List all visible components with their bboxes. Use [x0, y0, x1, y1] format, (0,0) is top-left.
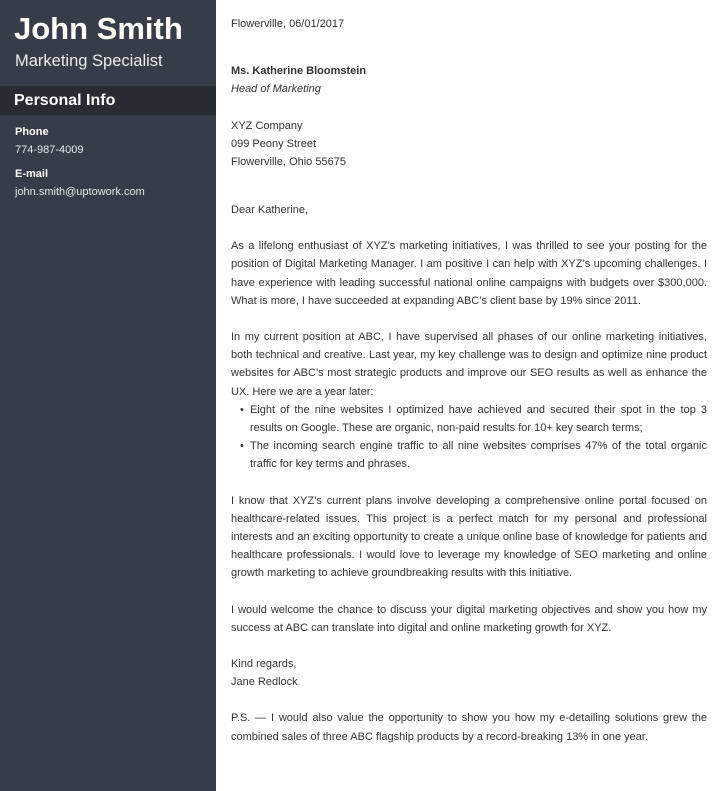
- greeting: Dear Katherine,: [231, 204, 309, 216]
- phone-value: 774-987-4009: [15, 144, 84, 156]
- personal-info-title: Personal Info: [14, 92, 116, 109]
- list-item: • Eight of the nine websites I optimized have achieved and secured their spot in the top 3 results on Google. These are organic, non-paid results for 10+ key search terms;: [240, 403, 707, 435]
- recipient-role: Head of Marketing: [231, 83, 321, 96]
- address-line: 099 Peony Street: [231, 138, 317, 151]
- address-line: XYZ Company: [231, 120, 303, 132]
- paragraph-intro: As a lifelong enthusiast of XYZ’s marketing initiatives, I was thrilled to see your posting for the position of Digital Marketing Manager. I am positive I can help with XYZ’s upcoming challenges. I have experience with leading successful national online campaigns with budgets over $300,000. What is more, I have succeeded at expanding ABC’s client base by 19% since 2011.: [231, 240, 707, 307]
- sidebar: [0, 0, 216, 791]
- email-value: john.smith@uptowork.com: [15, 186, 145, 198]
- date-line: Flowerville, 06/01/2017: [231, 18, 345, 30]
- list-item-text: The incoming search engine traffic to all nine websites comprises 47% of the total organic traffic for key terms and phrases.: [250, 440, 707, 471]
- address-block: [231, 117, 346, 172]
- recipient-block: [231, 62, 366, 98]
- recipient-name: Ms. Katherine Bloomstein: [231, 65, 367, 77]
- letter-body: [231, 201, 707, 746]
- paragraph-call-to-action: I would welcome the chance to discuss your digital marketing objectives and show you how my success at ABC can translate into digital and online marketing growth for XYZ.: [231, 603, 707, 634]
- achievements-list: [231, 401, 707, 474]
- phone-label: Phone: [15, 126, 49, 138]
- paragraph-motivation: I know that XYZ’s current plans involve developing a comprehensive online portal focused on healthcare-related issues. This project is a perfect match for my personal and professional interests and an exciting opportunity to create a unique online base of knowledge for patients and healthcare professionals. I would love to leverage my knowledge of SEO marketing and online growth marketing to achieve groundbreaking results with this initiative.: [231, 494, 707, 580]
- paragraph-experience: In my current position at ABC, I have supervised all phases of our online marketing initiatives, both technical and creative. Last year, my key challenge was to design and optimize nine product websites for ABC’s most strategic products and improve our SEO results as well as enhance the UX. Here we are a year later:: [231, 331, 707, 398]
- personal-info-header: [0, 86, 216, 115]
- list-item: • The incoming search engine traffic to all nine websites comprises 47% of the total organic traffic for key terms and phrases.: [240, 440, 707, 471]
- applicant-title: Marketing Specialist: [15, 52, 163, 70]
- postscript: P.S. — I would also value the opportunity to show you how my e-detailing solutions grew the combined sales of three ABC flagship products by a record-breaking 13% in one year.: [231, 712, 707, 743]
- closing: Kind regards,: [231, 658, 297, 671]
- email-label: E-mail: [15, 168, 49, 180]
- list-item-text: Eight of the nine websites I optimized have achieved and secured their spot in the top 3 results on Google. These are organic, non-paid results for 10+ key search terms;: [250, 403, 707, 435]
- applicant-name: John Smith: [14, 11, 183, 46]
- address-line: Flowerville, Ohio 55675: [231, 156, 346, 169]
- signature: Jane Redlock: [231, 676, 298, 689]
